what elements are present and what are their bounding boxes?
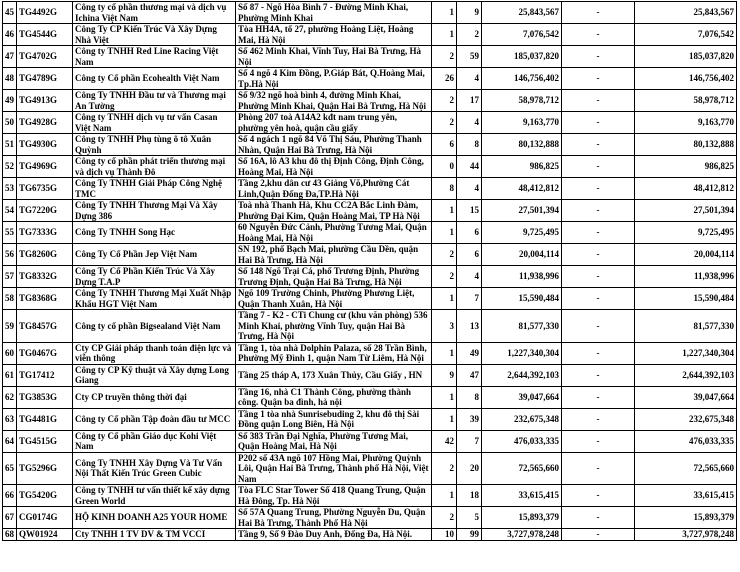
table-row xyxy=(3,24,737,46)
address-cell: Tầng 1, tòa nhà Dolphin Palaza, số 28 Trần Bình, Phường Mỹ Đình 1, quận Nam Từ Liêm, Hà Nội xyxy=(236,342,432,364)
amount-cell: 11,938,996 xyxy=(482,266,562,288)
table-row xyxy=(3,364,737,386)
deduction-cell: - xyxy=(562,529,635,541)
address-cell: Tầng 16, nhà C1 Thành Công, phường thành công. Quận ba đình, hà nội xyxy=(236,386,432,408)
table-row xyxy=(3,342,737,364)
table-body xyxy=(3,2,737,541)
amount-cell: 2,644,392,103 xyxy=(482,364,562,386)
count-b-cell: 4 xyxy=(457,68,482,90)
row-number-cell: 59 xyxy=(3,310,17,343)
count-b-cell: 5 xyxy=(457,507,482,529)
address-cell: P202 số 43A ngõ 107 Hồng Mai, Phường Quỳnh Lôi, Quận Hai Bà Trưng, Thành phố Hà Nội, Việt Nam xyxy=(236,452,432,485)
deduction-cell: - xyxy=(562,342,635,364)
table-row xyxy=(3,529,737,541)
amount-cell: 9,725,495 xyxy=(482,222,562,244)
count-a-cell: 1 xyxy=(432,386,457,408)
row-number-cell: 61 xyxy=(3,364,17,386)
count-b-cell: 7 xyxy=(457,430,482,452)
amount-cell: 33,615,415 xyxy=(482,485,562,507)
customer-code-cell: TG4930G xyxy=(17,134,73,156)
deduction-cell: - xyxy=(562,2,635,24)
customer-code-cell: TG4544G xyxy=(17,24,73,46)
address-cell: 60 Nguyễn Đức Cảnh, Phường Tương Mai, Quận Hoàng Mai, Hà Nội xyxy=(236,222,432,244)
company-name-cell: Công ty cổ phần thương mại và dịch vụ Ichina Việt Nam xyxy=(73,2,236,24)
count-a-cell: 6 xyxy=(432,134,457,156)
company-name-cell: Cty TNHH 1 TV DV & TM VCCI xyxy=(73,529,236,541)
count-a-cell: 2 xyxy=(432,266,457,288)
row-number-cell: 56 xyxy=(3,244,17,266)
table-row xyxy=(3,112,737,134)
table-row xyxy=(3,310,737,343)
customer-code-cell: TG7220G xyxy=(17,200,73,222)
company-name-cell: Công Ty TNHH Giải Pháp Công Nghệ TMC xyxy=(73,178,236,200)
customer-code-cell: QW01924 xyxy=(17,529,73,541)
row-number-cell: 51 xyxy=(3,134,17,156)
company-name-cell: Công ty cổ phần Bigsealand Việt Nam xyxy=(73,310,236,343)
row-number-cell: 48 xyxy=(3,68,17,90)
row-number-cell: 57 xyxy=(3,266,17,288)
amount-cell: 39,047,664 xyxy=(482,386,562,408)
amount-cell: 48,412,812 xyxy=(482,178,562,200)
row-number-cell: 55 xyxy=(3,222,17,244)
amount-cell: 80,132,888 xyxy=(482,134,562,156)
total-cell: 232,675,348 xyxy=(635,408,737,430)
count-a-cell: 2 xyxy=(432,507,457,529)
customer-code-cell: TG8332G xyxy=(17,266,73,288)
total-cell: 11,938,996 xyxy=(635,266,737,288)
amount-cell: 58,978,712 xyxy=(482,90,562,112)
address-cell: Tòa HH4A, tổ 27, phường Hoàng Liệt, Hoàng Mai, Hà Nội xyxy=(236,24,432,46)
row-number-cell: 53 xyxy=(3,178,17,200)
amount-cell: 986,825 xyxy=(482,156,562,178)
amount-cell: 476,033,335 xyxy=(482,430,562,452)
table-row xyxy=(3,134,737,156)
customer-code-cell: TG5420G xyxy=(17,485,73,507)
total-cell: 476,033,335 xyxy=(635,430,737,452)
address-cell: Số 462 Minh Khai, Vĩnh Tuy, Hai Bà Trưng, Hà Nội xyxy=(236,46,432,68)
table-row xyxy=(3,266,737,288)
row-number-cell: 60 xyxy=(3,342,17,364)
deduction-cell: - xyxy=(562,386,635,408)
total-cell: 9,163,770 xyxy=(635,112,737,134)
customer-code-cell: CG0174G xyxy=(17,507,73,529)
table-row xyxy=(3,68,737,90)
row-number-cell: 47 xyxy=(3,46,17,68)
company-name-cell: Công ty TNHH Red Line Racing Việt Nam xyxy=(73,46,236,68)
count-b-cell: 18 xyxy=(457,485,482,507)
deduction-cell: - xyxy=(562,46,635,68)
amount-cell: 15,893,379 xyxy=(482,507,562,529)
count-b-cell: 4 xyxy=(457,266,482,288)
count-a-cell: 10 xyxy=(432,529,457,541)
count-a-cell: 2 xyxy=(432,244,457,266)
table-row xyxy=(3,386,737,408)
deduction-cell: - xyxy=(562,430,635,452)
deduction-cell: - xyxy=(562,178,635,200)
table-row xyxy=(3,452,737,485)
count-b-cell: 15 xyxy=(457,200,482,222)
count-b-cell: 2 xyxy=(457,24,482,46)
address-cell: Số 9/32 ngõ hoà bình 4, đường Minh Khai, Phường Minh Khai, Quận Hai Bà Trưng, Hà Nội xyxy=(236,90,432,112)
amount-cell: 1,227,340,304 xyxy=(482,342,562,364)
row-number-cell: 62 xyxy=(3,386,17,408)
amount-cell: 15,590,484 xyxy=(482,288,562,310)
table-row xyxy=(3,288,737,310)
row-number-cell: 66 xyxy=(3,485,17,507)
total-cell: 9,725,495 xyxy=(635,222,737,244)
table-row xyxy=(3,408,737,430)
deduction-cell: - xyxy=(562,485,635,507)
count-b-cell: 6 xyxy=(457,244,482,266)
table-row xyxy=(3,507,737,529)
address-cell: Số 4 ngõ 4 Kim Đồng, P.Giáp Bát, Q.Hoàng Mai, Tp.Hà Nội xyxy=(236,68,432,90)
deduction-cell: - xyxy=(562,112,635,134)
row-number-cell: 45 xyxy=(3,2,17,24)
deduction-cell: - xyxy=(562,156,635,178)
amount-cell: 7,076,542 xyxy=(482,24,562,46)
customer-code-cell: TG17412 xyxy=(17,364,73,386)
count-a-cell: 1 xyxy=(432,222,457,244)
address-cell: Số 383 Trần Đại Nghĩa, Phường Tương Mai, Quận Hoàng Mai, Hà Nội xyxy=(236,430,432,452)
customer-code-cell: TG7333G xyxy=(17,222,73,244)
customer-code-cell: TG4789G xyxy=(17,68,73,90)
count-b-cell: 13 xyxy=(457,310,482,343)
amount-cell: 9,163,770 xyxy=(482,112,562,134)
customer-code-cell: TG6735G xyxy=(17,178,73,200)
deduction-cell: - xyxy=(562,68,635,90)
address-cell: Tầng 9, Số 9 Đào Duy Anh, Đống Đa, Hà Nội. xyxy=(236,529,432,541)
total-cell: 72,565,660 xyxy=(635,452,737,485)
deduction-cell: - xyxy=(562,134,635,156)
address-cell: Tầng 1 tòa nhà Sunrisebuding 2, khu đô thị Sài Đồng quận Long Biên, Hà Nội xyxy=(236,408,432,430)
deduction-cell: - xyxy=(562,244,635,266)
customer-code-cell: TG4515G xyxy=(17,430,73,452)
count-a-cell: 1 xyxy=(432,2,457,24)
total-cell: 33,615,415 xyxy=(635,485,737,507)
count-b-cell: 4 xyxy=(457,112,482,134)
row-number-cell: 65 xyxy=(3,452,17,485)
customer-code-cell: TG8368G xyxy=(17,288,73,310)
address-cell: Tầng 25 tháp A, 173 Xuân Thủy, Cầu Giấy , HN xyxy=(236,364,432,386)
row-number-cell: 63 xyxy=(3,408,17,430)
row-number-cell: 58 xyxy=(3,288,17,310)
count-a-cell: 1 xyxy=(432,288,457,310)
table-row xyxy=(3,156,737,178)
count-a-cell: 1 xyxy=(432,200,457,222)
count-b-cell: 39 xyxy=(457,408,482,430)
count-a-cell: 9 xyxy=(432,364,457,386)
company-name-cell: Công ty Cổ phần Tập đoàn đầu tư MCC xyxy=(73,408,236,430)
address-cell: Ngõ 109 Trường Chinh, Phường Phương Liệt, Quận Thanh Xuân, Hà Nội xyxy=(236,288,432,310)
count-a-cell: 1 xyxy=(432,342,457,364)
customer-code-cell: TG4702G xyxy=(17,46,73,68)
total-cell: 25,843,567 xyxy=(635,2,737,24)
amount-cell: 3,727,978,248 xyxy=(482,529,562,541)
company-name-cell: Công ty cổ phần phát triển thương mại và dịch vụ Thành Đô xyxy=(73,156,236,178)
address-cell: Tầng 7 - K2 - CTi Chung cư (khu văn phòng) 536 Minh Khai, phường Vĩnh Tuy, quận Hai Bà Trưng, Hà Nội xyxy=(236,310,432,343)
total-cell: 81,577,330 xyxy=(635,310,737,343)
address-cell: Tòa FLC Star Tower Số 418 Quang Trung, Quận Hà Đông, Tp. Hà Nội xyxy=(236,485,432,507)
amount-cell: 146,756,402 xyxy=(482,68,562,90)
company-name-cell: Công Ty Cổ Phần Jep Việt Nam xyxy=(73,244,236,266)
count-b-cell: 99 xyxy=(457,529,482,541)
total-cell: 185,037,820 xyxy=(635,46,737,68)
count-a-cell: 1 xyxy=(432,485,457,507)
row-number-cell: 67 xyxy=(3,507,17,529)
address-cell: Số 57A Quang Trung, Phường Nguyễn Du, Quận Hai Bà Trưng, Thành Phố Hà Nội xyxy=(236,507,432,529)
total-cell: 39,047,664 xyxy=(635,386,737,408)
company-name-cell: Công Ty TNHH Thương Mại Xuất Nhập Khẩu HGT Việt Nam xyxy=(73,288,236,310)
count-a-cell: 42 xyxy=(432,430,457,452)
count-b-cell: 8 xyxy=(457,134,482,156)
table-row xyxy=(3,430,737,452)
customer-code-cell: TG4913G xyxy=(17,90,73,112)
customer-code-cell: TG4969G xyxy=(17,156,73,178)
count-b-cell: 4 xyxy=(457,178,482,200)
deduction-cell: - xyxy=(562,222,635,244)
company-name-cell: Công ty Cổ phần Ecohealth Việt Nam xyxy=(73,68,236,90)
company-name-cell: Công Ty CP Kiến Trúc Và Xây Dựng Nhà Việt xyxy=(73,24,236,46)
count-b-cell: 47 xyxy=(457,364,482,386)
address-cell: Số 148 Ngõ Trại Cá, phố Trương Định, Phường Trương Định, Quận Hai Bà Trưng, Hà Nội xyxy=(236,266,432,288)
customer-code-cell: TG8457G xyxy=(17,310,73,343)
count-b-cell: 20 xyxy=(457,452,482,485)
table-row xyxy=(3,222,737,244)
company-name-cell: Công ty Cổ phần Giáo dục Kohi Việt Nam xyxy=(73,430,236,452)
amount-cell: 25,843,567 xyxy=(482,2,562,24)
deduction-cell: - xyxy=(562,452,635,485)
count-a-cell: 1 xyxy=(432,408,457,430)
table-row xyxy=(3,2,737,24)
total-cell: 15,893,379 xyxy=(635,507,737,529)
row-number-cell: 50 xyxy=(3,112,17,134)
total-cell: 48,412,812 xyxy=(635,178,737,200)
amount-cell: 20,004,114 xyxy=(482,244,562,266)
table-row xyxy=(3,178,737,200)
table-row xyxy=(3,244,737,266)
customer-code-cell: TG3853G xyxy=(17,386,73,408)
count-a-cell: 2 xyxy=(432,112,457,134)
total-cell: 1,227,340,304 xyxy=(635,342,737,364)
total-cell: 80,132,888 xyxy=(635,134,737,156)
total-cell: 986,825 xyxy=(635,156,737,178)
address-cell: Tầng 2,khu dân cư 43 Giảng Võ,Phường Cát Linh,Quận Đống Đa,TP.Hà Nội xyxy=(236,178,432,200)
count-b-cell: 6 xyxy=(457,222,482,244)
amount-cell: 27,501,394 xyxy=(482,200,562,222)
deduction-cell: - xyxy=(562,90,635,112)
total-cell: 15,590,484 xyxy=(635,288,737,310)
address-cell: Phòng 207 toà A14A2 kđt nam trung yên, phường yên hoà, quận cầu giấy xyxy=(236,112,432,134)
company-name-cell: Cty CP Giải pháp thanh toán điện lực và viễn thông xyxy=(73,342,236,364)
address-cell: Số 87 - Ngõ Hòa Bình 7 - Đường Minh Khai, Phường Minh Khai xyxy=(236,2,432,24)
count-b-cell: 17 xyxy=(457,90,482,112)
customer-code-cell: TG4481G xyxy=(17,408,73,430)
table-row xyxy=(3,90,737,112)
count-a-cell: 8 xyxy=(432,178,457,200)
address-cell: Số 4 ngách 1 ngõ 84 Võ Thị Sáu, Phường Thanh Nhàn, Quận Hai Bà Trưng, Hà Nội xyxy=(236,134,432,156)
customer-code-cell: TG4492G xyxy=(17,2,73,24)
company-name-cell: HỘ KINH DOANH A25 YOUR HOME xyxy=(73,507,236,529)
deduction-cell: - xyxy=(562,266,635,288)
company-name-cell: Công Ty TNHH Xây Dựng Và Tư Vấn Nội Thất Kiến Trúc Green Cubic xyxy=(73,452,236,485)
deduction-cell: - xyxy=(562,288,635,310)
amount-cell: 81,577,330 xyxy=(482,310,562,343)
row-number-cell: 49 xyxy=(3,90,17,112)
amount-cell: 232,675,348 xyxy=(482,408,562,430)
address-cell: Toà nhà Thanh Hà, Khu CC2A Bắc Linh Đàm, Phường Đại Kim, Quận Hoàng Mai, TP Hà Nội xyxy=(236,200,432,222)
count-a-cell: 2 xyxy=(432,452,457,485)
total-cell: 58,978,712 xyxy=(635,90,737,112)
company-name-cell: Công ty TNHH dịch vụ tư vấn Casan Việt Nam xyxy=(73,112,236,134)
total-cell: 146,756,402 xyxy=(635,68,737,90)
amount-cell: 185,037,820 xyxy=(482,46,562,68)
total-cell: 20,004,114 xyxy=(635,244,737,266)
table-row xyxy=(3,485,737,507)
count-b-cell: 7 xyxy=(457,288,482,310)
count-a-cell: 26 xyxy=(432,68,457,90)
row-number-cell: 52 xyxy=(3,156,17,178)
address-cell: SN 192, phố Bạch Mai, phường Cầu Dền, quận Hai Bà Trưng, Hà Nội xyxy=(236,244,432,266)
count-b-cell: 59 xyxy=(457,46,482,68)
row-number-cell: 54 xyxy=(3,200,17,222)
count-a-cell: 2 xyxy=(432,46,457,68)
count-b-cell: 8 xyxy=(457,386,482,408)
company-name-cell: Công Ty Cổ Phần Kiến Trúc Và Xây Dựng T.A.P xyxy=(73,266,236,288)
customer-code-cell: TG8260G xyxy=(17,244,73,266)
total-cell: 7,076,542 xyxy=(635,24,737,46)
deduction-cell: - xyxy=(562,408,635,430)
count-b-cell: 44 xyxy=(457,156,482,178)
row-number-cell: 64 xyxy=(3,430,17,452)
company-name-cell: Công ty TNHH Phụ tùng ô tô Xuân Quỳnh xyxy=(73,134,236,156)
company-name-cell: Công Ty TNHH Đầu tư và Thương mại An Tường xyxy=(73,90,236,112)
deduction-cell: - xyxy=(562,24,635,46)
company-name-cell: Công Ty TNHH Song Hạc xyxy=(73,222,236,244)
address-cell: Số 16A, lô A3 khu đô thị Định Công, Định Công, Hoàng Mai, Hà Nội xyxy=(236,156,432,178)
deduction-cell: - xyxy=(562,507,635,529)
count-b-cell: 9 xyxy=(457,2,482,24)
total-cell: 3,727,978,248 xyxy=(635,529,737,541)
count-a-cell: 0 xyxy=(432,156,457,178)
deduction-cell: - xyxy=(562,364,635,386)
table-row xyxy=(3,46,737,68)
customer-code-cell: TG0467G xyxy=(17,342,73,364)
company-name-cell: Công Ty TNHH Thương Mại Và Xây Dựng 386 xyxy=(73,200,236,222)
table-row xyxy=(3,200,737,222)
customer-code-cell: TG5296G xyxy=(17,452,73,485)
count-a-cell: 1 xyxy=(432,24,457,46)
deduction-cell: - xyxy=(562,310,635,343)
customer-code-cell: TG4928G xyxy=(17,112,73,134)
deduction-cell: - xyxy=(562,200,635,222)
company-debt-table xyxy=(2,1,737,541)
total-cell: 2,644,392,103 xyxy=(635,364,737,386)
count-a-cell: 2 xyxy=(432,90,457,112)
total-cell: 27,501,394 xyxy=(635,200,737,222)
amount-cell: 72,565,660 xyxy=(482,452,562,485)
row-number-cell: 68 xyxy=(3,529,17,541)
company-name-cell: Công ty TNHH tư vấn thiết kế xây dựng Green World xyxy=(73,485,236,507)
count-b-cell: 49 xyxy=(457,342,482,364)
company-name-cell: Công ty CP Kỹ thuật và Xây dựng Long Giang xyxy=(73,364,236,386)
count-a-cell: 3 xyxy=(432,310,457,343)
row-number-cell: 46 xyxy=(3,24,17,46)
company-name-cell: Cty CP truyền thông thời đại xyxy=(73,386,236,408)
